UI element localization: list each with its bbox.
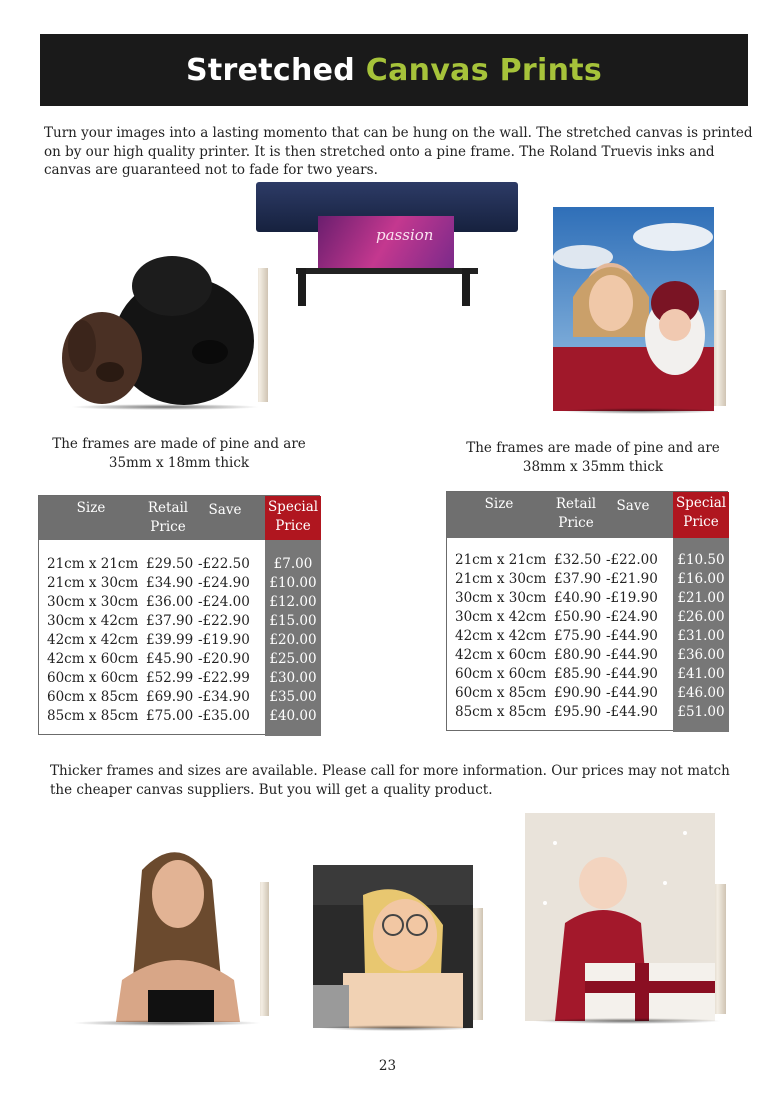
table-row bbox=[39, 707, 321, 726]
price-table-38mm bbox=[446, 491, 728, 731]
cell-special-price: £20.00 bbox=[269, 632, 317, 648]
mother-baby-image bbox=[553, 207, 714, 411]
cell-save: -£22.50 bbox=[198, 556, 250, 572]
cell-size: 85cm x 85cm bbox=[455, 704, 547, 720]
cell-retail-price: £80.90 bbox=[554, 647, 602, 663]
cell-special-price: £12.00 bbox=[269, 594, 317, 610]
cell-size: 21cm x 21cm bbox=[455, 552, 547, 568]
header-retail-price: Retail Price bbox=[147, 500, 189, 535]
baby-image bbox=[525, 813, 715, 1021]
table-row bbox=[447, 703, 729, 722]
cell-special-price: £15.00 bbox=[269, 613, 317, 629]
table-row bbox=[447, 646, 729, 665]
header-special-price: Special Price bbox=[265, 496, 321, 540]
cell-retail-price: £50.90 bbox=[554, 609, 602, 625]
intro-paragraph: Turn your images into a lasting momento that can be hung on the wall. The stretched canvas is printed on by our high quality printer. It is then stretched onto a pine frame. The Roland Truevis inks and canvas are guaranteed not to fade for two years. bbox=[44, 125, 753, 178]
cell-special-price: £25.00 bbox=[269, 651, 317, 667]
cell-size: 42cm x 60cm bbox=[455, 647, 547, 663]
cell-size: 21cm x 30cm bbox=[47, 575, 139, 591]
cell-retail-price: £52.99 bbox=[146, 670, 194, 686]
cell-save: -£22.99 bbox=[198, 670, 250, 686]
cell-special-price: £41.00 bbox=[677, 666, 725, 682]
cell-size: 60cm x 60cm bbox=[47, 670, 139, 686]
cell-save: -£24.00 bbox=[198, 594, 250, 610]
cell-retail-price: £29.50 bbox=[146, 556, 194, 572]
photo-shadow bbox=[560, 408, 720, 414]
cell-save: -£44.90 bbox=[606, 685, 658, 701]
table-row bbox=[447, 627, 729, 646]
dogs-image bbox=[52, 246, 258, 408]
cell-size: 30cm x 30cm bbox=[455, 590, 547, 606]
cell-size: 21cm x 30cm bbox=[455, 571, 547, 587]
table-row bbox=[447, 608, 729, 627]
cell-special-price: £10.00 bbox=[269, 575, 317, 591]
cell-retail-price: £69.90 bbox=[146, 689, 194, 705]
notes-paragraph: Thicker frames and sizes are available. Please call for more information. Our prices may not match the cheaper canvas suppliers. But you will get a quality product. bbox=[50, 763, 730, 798]
canvas-edge bbox=[712, 290, 726, 406]
cell-size: 21cm x 21cm bbox=[47, 556, 139, 572]
cell-retail-price: £36.00 bbox=[146, 594, 194, 610]
cell-save: -£20.90 bbox=[198, 651, 250, 667]
cell-size: 60cm x 85cm bbox=[455, 685, 547, 701]
table-row bbox=[447, 570, 729, 589]
page-title bbox=[186, 53, 602, 88]
table-row bbox=[447, 684, 729, 703]
table-row bbox=[447, 551, 729, 570]
cell-special-price: £7.00 bbox=[273, 556, 313, 572]
photo-shadow bbox=[532, 1018, 722, 1024]
cell-save: -£19.90 bbox=[198, 632, 250, 648]
cell-special-price: £51.00 bbox=[677, 704, 725, 720]
cell-save: -£44.90 bbox=[606, 704, 658, 720]
cell-save: -£35.00 bbox=[198, 708, 250, 724]
printer-stand bbox=[296, 268, 478, 274]
woman-canvas-photo bbox=[62, 840, 260, 1022]
cell-save: -£24.90 bbox=[606, 609, 658, 625]
cell-special-price: £16.00 bbox=[677, 571, 725, 587]
cell-special-price: £46.00 bbox=[677, 685, 725, 701]
cell-retail-price: £90.90 bbox=[554, 685, 602, 701]
cell-size: 42cm x 42cm bbox=[47, 632, 139, 648]
cell-retail-price: £37.90 bbox=[554, 571, 602, 587]
cell-save: -£34.90 bbox=[198, 689, 250, 705]
cell-retail-price: £32.50 bbox=[554, 552, 602, 568]
child-image bbox=[313, 865, 473, 1028]
cell-size: 30cm x 42cm bbox=[47, 613, 139, 629]
cell-retail-price: £75.00 bbox=[146, 708, 194, 724]
printer-leg bbox=[462, 268, 470, 306]
cell-special-price: £36.00 bbox=[677, 647, 725, 663]
cell-special-price: £30.00 bbox=[269, 670, 317, 686]
table-row bbox=[39, 612, 321, 631]
title-banner bbox=[40, 34, 748, 106]
printer-leg bbox=[298, 268, 306, 306]
dogs-canvas-photo bbox=[52, 246, 258, 408]
photo-shadow bbox=[318, 1025, 478, 1031]
frame-caption-left: The frames are made of pine and are 35mm x 18mm thick bbox=[52, 436, 306, 471]
cell-size: 85cm x 85cm bbox=[47, 708, 139, 724]
table-row bbox=[39, 593, 321, 612]
frame-caption-right: The frames are made of pine and are 38mm x 35mm thick bbox=[466, 440, 720, 475]
cell-size: 60cm x 85cm bbox=[47, 689, 139, 705]
cell-retail-price: £45.90 bbox=[146, 651, 194, 667]
cell-save: -£44.90 bbox=[606, 647, 658, 663]
printer-print-text: passion bbox=[376, 226, 434, 244]
child-glasses-canvas-photo bbox=[313, 865, 473, 1028]
table-row bbox=[39, 555, 321, 574]
cell-retail-price: £95.90 bbox=[554, 704, 602, 720]
table-row bbox=[447, 589, 729, 608]
header-size: Size bbox=[484, 496, 514, 512]
table-row bbox=[39, 650, 321, 669]
cell-retail-price: £37.90 bbox=[146, 613, 194, 629]
cell-special-price: £31.00 bbox=[677, 628, 725, 644]
photo-shadow bbox=[70, 404, 260, 410]
header-special-price: Special Price bbox=[673, 492, 729, 538]
cell-retail-price: £85.90 bbox=[554, 666, 602, 682]
cell-retail-price: £75.90 bbox=[554, 628, 602, 644]
table-row bbox=[39, 688, 321, 707]
cell-save: -£22.90 bbox=[198, 613, 250, 629]
baby-gift-canvas-photo bbox=[525, 813, 715, 1021]
table-row bbox=[447, 665, 729, 684]
cell-save: -£44.90 bbox=[606, 666, 658, 682]
cell-special-price: £21.00 bbox=[677, 590, 725, 606]
header-size: Size bbox=[76, 500, 106, 516]
page-title-white: Stretched bbox=[185, 52, 356, 88]
table-row bbox=[39, 574, 321, 593]
cell-retail-price: £34.90 bbox=[146, 575, 194, 591]
cell-special-price: £40.00 bbox=[269, 708, 317, 724]
cell-size: 42cm x 60cm bbox=[47, 651, 139, 667]
header-retail-price: Retail Price bbox=[555, 496, 597, 531]
cell-size: 42cm x 42cm bbox=[455, 628, 547, 644]
cell-special-price: £10.50 bbox=[677, 552, 725, 568]
cell-retail-price: £40.90 bbox=[554, 590, 602, 606]
woman-image bbox=[62, 840, 260, 1022]
table-row bbox=[39, 631, 321, 650]
page-title-green: Canvas Prints bbox=[365, 52, 603, 88]
header-save: Save bbox=[208, 502, 242, 518]
cell-save: -£22.00 bbox=[606, 552, 658, 568]
printer-image bbox=[256, 182, 518, 310]
price-table-35mm bbox=[38, 495, 320, 735]
page-number: 23 bbox=[378, 1058, 397, 1074]
cell-size: 60cm x 60cm bbox=[455, 666, 547, 682]
cell-save: -£44.90 bbox=[606, 628, 658, 644]
cell-retail-price: £39.99 bbox=[146, 632, 194, 648]
cell-size: 30cm x 42cm bbox=[455, 609, 547, 625]
cell-size: 30cm x 30cm bbox=[47, 594, 139, 610]
header-save: Save bbox=[616, 498, 650, 514]
cell-special-price: £26.00 bbox=[677, 609, 725, 625]
table-row bbox=[39, 669, 321, 688]
cell-special-price: £35.00 bbox=[269, 689, 317, 705]
mother-baby-canvas-photo bbox=[553, 207, 714, 411]
photo-shadow bbox=[72, 1020, 262, 1026]
cell-save: -£21.90 bbox=[606, 571, 658, 587]
cell-save: -£19.90 bbox=[606, 590, 658, 606]
cell-save: -£24.90 bbox=[198, 575, 250, 591]
